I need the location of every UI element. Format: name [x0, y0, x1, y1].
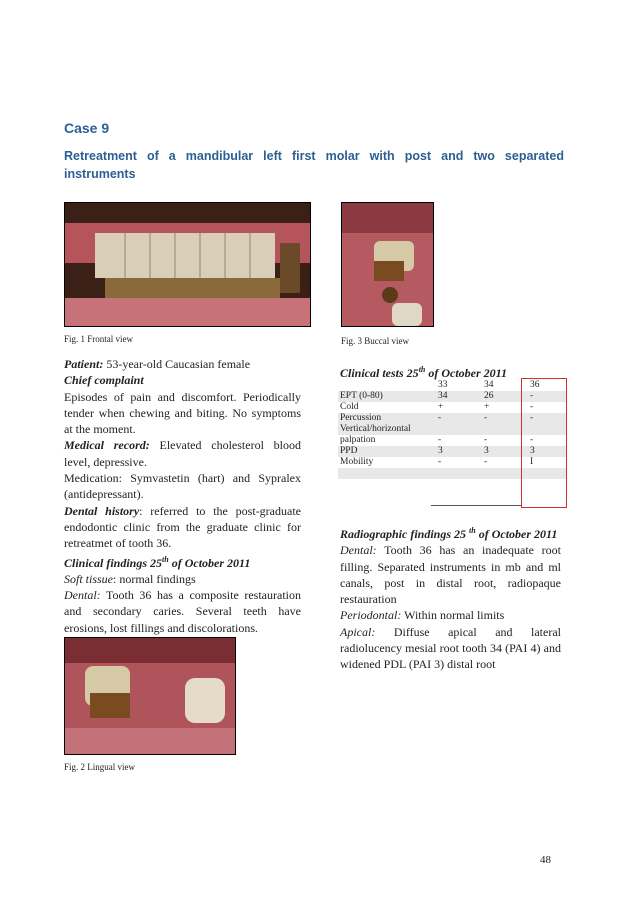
table-cell: EPT (0-80): [338, 391, 436, 402]
dental-findings-text: Tooth 36 has a composite restauration and secondary caries. Several teeth have erosions, lost fillings and discolorations.: [64, 588, 301, 635]
fig2-caption: Fig. 2 Lingual view: [64, 762, 135, 772]
table-cell: -: [484, 435, 488, 445]
table-cell: I: [530, 457, 534, 467]
dental-findings-label: Dental:: [64, 588, 101, 603]
chief-complaint-text: Episodes of pain and discomfort. Periodically tender when chewing and biting. No symptoms at the moment.: [64, 389, 301, 437]
fig1-caption: Fig. 1 Frontal view: [64, 334, 133, 344]
buccal-view-photo: [341, 202, 434, 327]
table-cell: +: [484, 402, 490, 412]
apical-text: Diffuse apical and lateral radiolucency mesial root tooth 34 (PAI 4) and widened PDL (PAI 3) distal root: [340, 624, 561, 672]
table-cell: 36: [530, 380, 540, 390]
lingual-view-photo: [64, 637, 236, 755]
table-cell: -: [438, 457, 442, 467]
table-cell: [436, 424, 482, 435]
dental-history-text: : referred to the post-graduate endodontic clinic from the graduate clinic for retreatmet of tooth 36.: [64, 503, 301, 551]
medical-record-text: Elevated cholesterol blood level, depressive.: [64, 438, 301, 469]
table-cell: Mobility: [340, 457, 374, 467]
table-cell: Cold: [340, 402, 359, 412]
left-column: [64, 356, 301, 636]
table-bottom-rule: [431, 505, 521, 506]
clinical-findings-suffix: of October 2011: [168, 555, 251, 570]
tooth-36-highlight-box: [521, 378, 567, 508]
soft-tissue-text: : normal findings: [113, 571, 196, 586]
table-cell: -: [482, 413, 528, 424]
clinical-tests-title-sup: th: [418, 365, 426, 374]
periodontal-text: Within normal limits: [401, 608, 505, 623]
table-cell: -: [436, 413, 482, 424]
dental-history-label: Dental history: [64, 503, 140, 518]
table-cell: 34: [436, 391, 482, 402]
patient-label: Patient:: [64, 357, 104, 371]
clinical-tests-title: [340, 362, 507, 381]
radiographic-findings: [340, 523, 561, 673]
table-cell: 3: [528, 446, 567, 457]
clinical-findings-sup: th: [162, 554, 169, 564]
clinical-tests-title-prefix: Clinical tests 25: [340, 366, 419, 380]
periodontal-label: Periodontal:: [340, 608, 402, 623]
table-cell: -: [438, 435, 442, 445]
soft-tissue-label: Soft tissue: [64, 571, 114, 586]
table-cell: -: [530, 435, 534, 445]
radiographic-dental-text: Tooth 36 has an inadequate root filling. Separated instruments in mb and ml canals, post in distal root, radiopaque restauration: [340, 543, 561, 607]
table-cell: -: [530, 402, 534, 412]
frontal-view-photo: [64, 202, 311, 327]
apical-label: Apical:: [340, 624, 376, 639]
radiographic-title-prefix: Radiographic findings 25: [340, 527, 467, 541]
table-cell: PPD: [338, 446, 436, 457]
patient-text: 53-year-old Caucasian female: [103, 357, 251, 371]
case-title: Case 9: [64, 120, 110, 136]
table-cell: 3: [436, 446, 482, 457]
table-cell: -: [528, 413, 567, 424]
page-number: 48: [540, 854, 551, 866]
case-subtitle: Retreatment of a mandibular left first molar with post and two separated instruments: [64, 149, 564, 181]
medical-record-label: Medical record:: [64, 438, 150, 453]
table-cell: 34: [484, 380, 494, 390]
radiographic-dental-label: Dental:: [340, 543, 377, 558]
clinical-tests-title-suffix: of October 2011: [425, 366, 508, 380]
table-cell: -: [528, 391, 567, 402]
table-cell: 26: [482, 391, 528, 402]
table-cell: 33: [438, 380, 448, 390]
chief-complaint-label: Chief complaint: [64, 373, 144, 388]
table-cell: palpation: [340, 435, 376, 445]
table-cell: [338, 380, 436, 391]
table-cell: 3: [482, 446, 528, 457]
table-cell: Vertical/horizontal: [338, 424, 436, 435]
table-cell: +: [438, 402, 444, 412]
table-cell: -: [484, 457, 488, 467]
medication-text: Medication: Symvastetin (hart) and Sypralex (antidepressant).: [64, 471, 301, 502]
table-cell: Percussion: [338, 413, 436, 424]
clinical-findings-prefix: Clinical findings 25: [64, 555, 163, 570]
radiographic-title-suffix: of October 2011: [475, 527, 558, 541]
radiographic-title-sup: th: [469, 526, 476, 535]
fig3-caption: Fig. 3 Buccal view: [341, 336, 409, 346]
